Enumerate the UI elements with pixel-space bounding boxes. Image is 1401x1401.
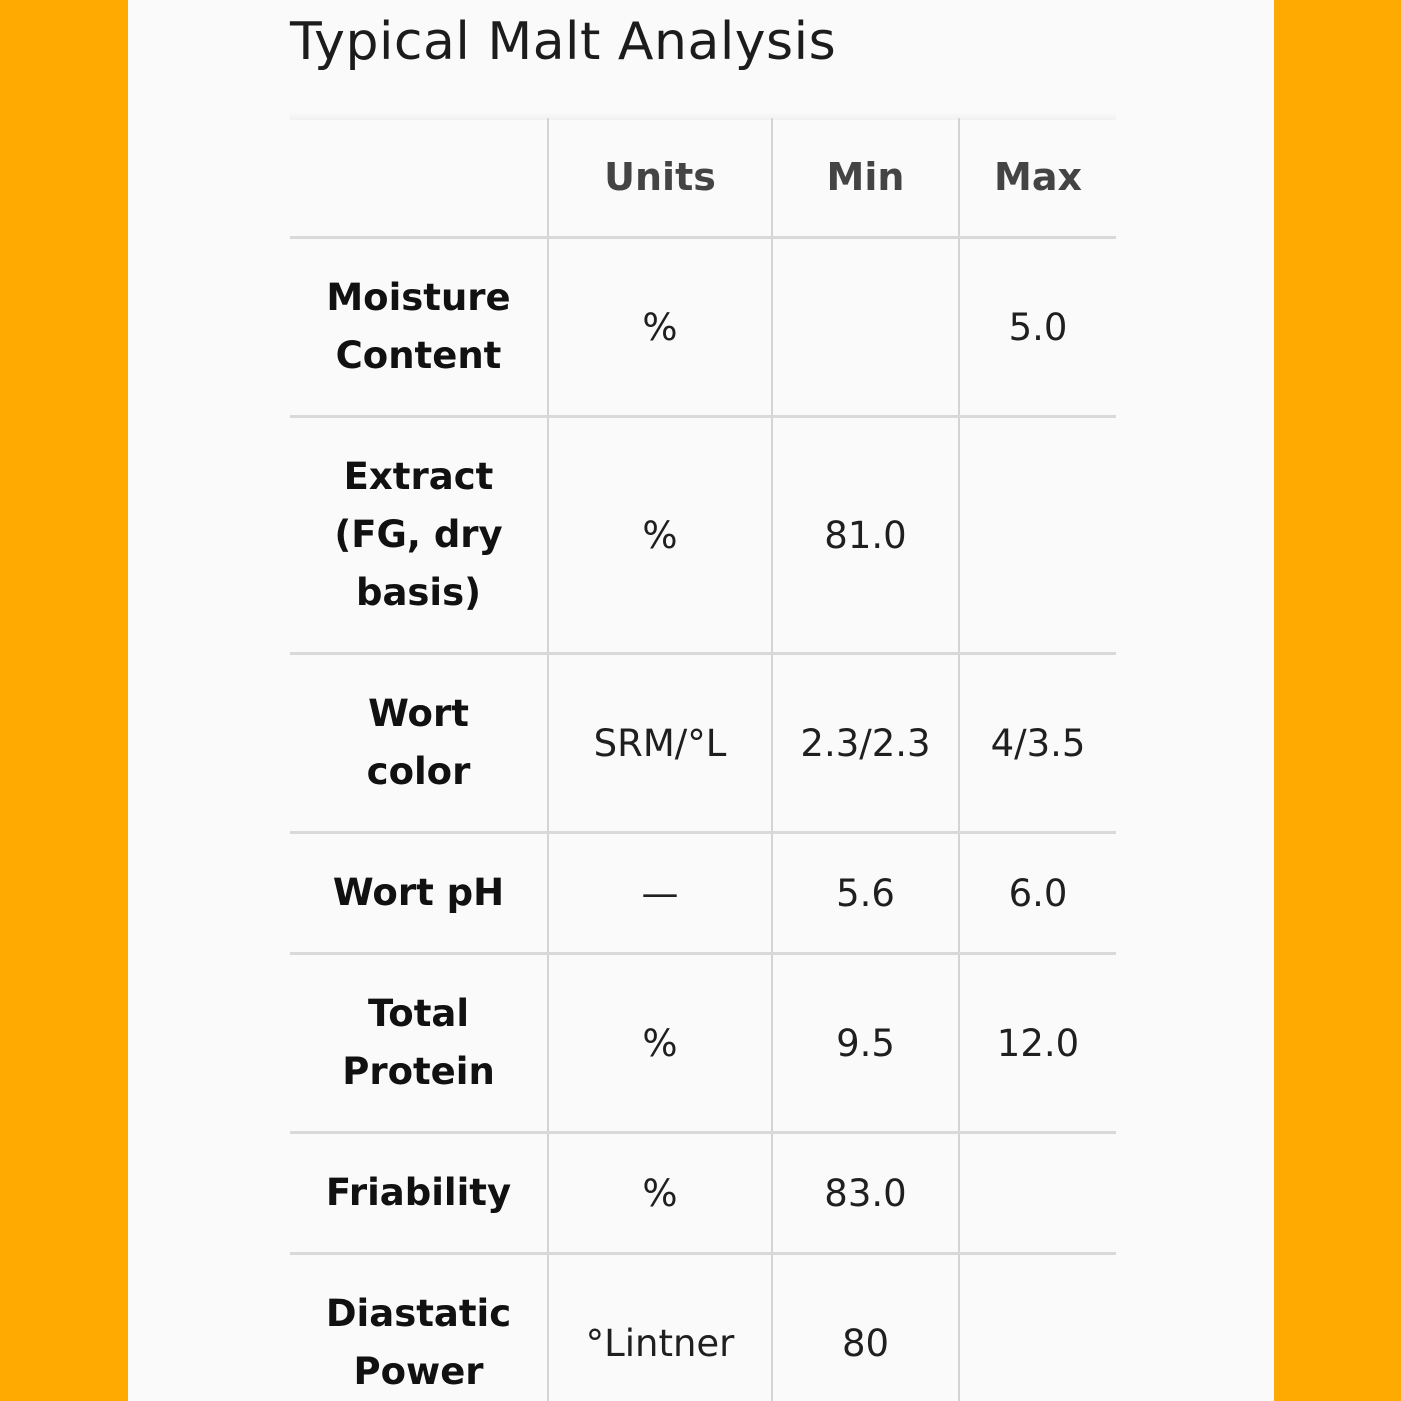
table-row	[290, 1133, 1116, 1254]
cell-units: °Lintner	[548, 1254, 772, 1401]
cell-units: %	[548, 1133, 772, 1254]
table-row	[290, 654, 1116, 833]
page-title: Typical Malt Analysis	[290, 12, 837, 72]
cell-max	[959, 1133, 1116, 1254]
cell-units: %	[548, 238, 772, 417]
header-max: Max	[959, 118, 1116, 238]
cell-max: 4/3.5	[959, 654, 1116, 833]
row-label	[290, 238, 548, 417]
cell-units: %	[548, 417, 772, 654]
cell-max	[959, 417, 1116, 654]
document-page	[128, 0, 1274, 1401]
row-label-text: Diastatic Power	[325, 1292, 512, 1393]
header-units: Units	[548, 118, 772, 238]
row-label	[290, 1133, 548, 1254]
header-min: Min	[772, 118, 959, 238]
table-body	[290, 238, 1116, 1401]
cell-min: 2.3/2.3	[772, 654, 959, 833]
table-row	[290, 238, 1116, 417]
cell-max: 6.0	[959, 833, 1116, 954]
cell-max: 12.0	[959, 954, 1116, 1133]
row-label-text: Wort pH	[332, 871, 505, 914]
cell-max	[959, 1254, 1116, 1401]
row-label	[290, 417, 548, 654]
table-header	[290, 118, 1116, 238]
table-row	[290, 417, 1116, 654]
row-label	[290, 833, 548, 954]
row-label	[290, 954, 548, 1133]
row-label-text: Extract (FG, dry basis)	[334, 455, 503, 614]
malt-analysis-table-container	[290, 118, 1116, 1401]
malt-analysis-table	[290, 118, 1116, 1401]
cell-min: 83.0	[772, 1133, 959, 1254]
cell-min	[772, 238, 959, 417]
row-label	[290, 1254, 548, 1401]
row-label-text: Friability	[325, 1171, 512, 1214]
row-label-text: Wort color	[366, 692, 471, 793]
cell-max: 5.0	[959, 238, 1116, 417]
row-label-text: Total Protein	[342, 992, 495, 1093]
table-row	[290, 954, 1116, 1133]
cell-min: 81.0	[772, 417, 959, 654]
header-parameter	[290, 118, 548, 238]
row-label	[290, 654, 548, 833]
cell-min: 80	[772, 1254, 959, 1401]
table-row	[290, 1254, 1116, 1401]
cell-units: SRM/°L	[548, 654, 772, 833]
cell-min: 5.6	[772, 833, 959, 954]
table-row	[290, 833, 1116, 954]
row-label-text: Moisture Content	[326, 276, 511, 377]
cell-units: —	[548, 833, 772, 954]
cell-min: 9.5	[772, 954, 959, 1133]
cell-units: %	[548, 954, 772, 1133]
header-row	[290, 118, 1116, 238]
